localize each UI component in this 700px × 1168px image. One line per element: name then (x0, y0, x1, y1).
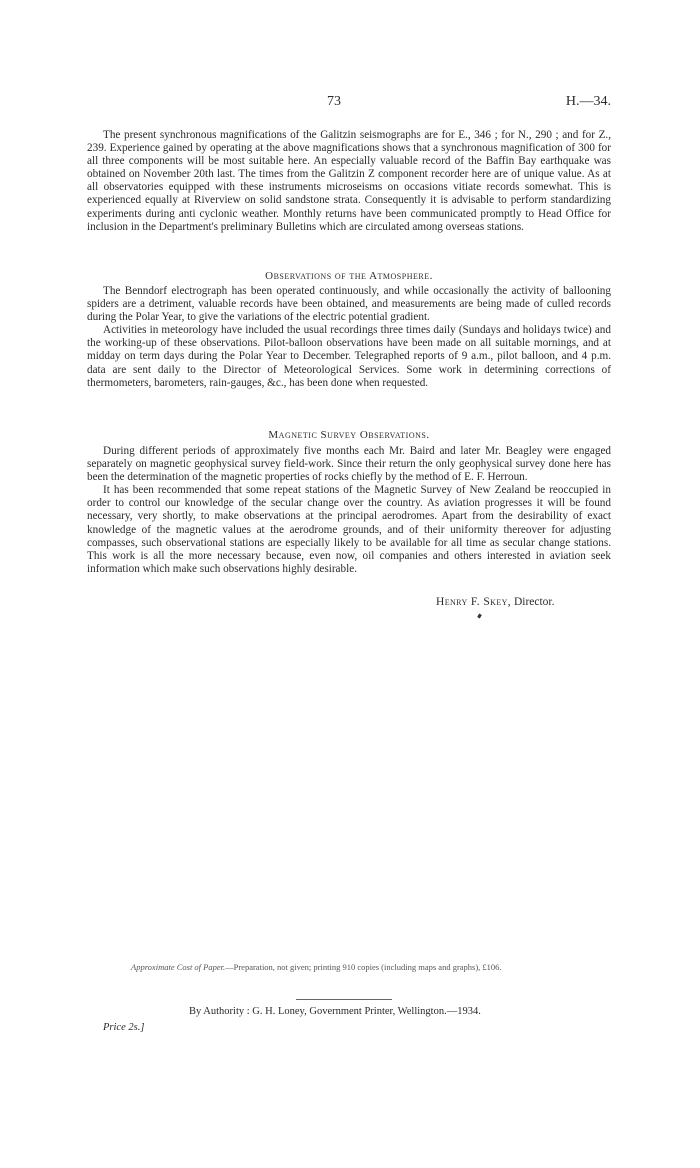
atmosphere-section (87, 285, 611, 390)
magnetic-paragraph-1: During different periods of approximately five months each Mr. Baird and later Mr. Beagley were engaged separately on magnetic geophysical survey field-work. Since their return the only geophysical survey done here has been the determination of the magnetic properties of rocks chiefly by the method of E. F. Herroun. (87, 445, 611, 484)
price: Price 2s.] (103, 1022, 145, 1033)
intro-paragraph: The present synchronous magnifications of the Galitzin seismographs are for E., 346 ; for N., 290 ; and for Z., 239. Experience gained by operating at the above magnifications shows that a synchronous magnification of 300 for all three components will be most suitable here. An especially valuable record of the Baffin Bay earthquake was obtained on November 20th last. The times from the Galitzin Z component recorder here are of unique value. As at all observatories equipped with these instruments microseisms on occasions vitiate records somewhat. This is experienced equally at Riverview on solid sandstone strata. Consequently it is advisable to perform standardizing experiments during anti cyclonic weather. Monthly returns have been communicated promptly to Head Office for inclusion in the Department's preliminary Bulletins which are circulated among overseas stations. (87, 129, 611, 233)
footer-rule (296, 999, 392, 1000)
cost-label: Approximate Cost of Paper. (131, 962, 226, 972)
magnetic-paragraph-2: It has been recommended that some repeat stations of the Magnetic Survey of New Zealand be reoccupied in order to control our knowledge of the secular change over the country. As aviation progresses it will be found necessary, very shortly, to make observations at the principal aerodromes. Apart from the desirability of exact knowledge of the magnetic values at the aerodrome grounds, and of their uniformity thereover for adjusting compasses, such observational stations are especially likely to be available for all time as secular change stations. This work is all the more necessary because, even now, oil companies and others interested in aviation seek information which make such observations highly desirable. (87, 484, 611, 575)
document-reference: H.—34. (565, 94, 611, 109)
magnetic-heading: Magnetic Survey Observations. (268, 429, 430, 441)
magnetic-section (87, 445, 611, 576)
atmosphere-paragraph-2: Activities in meteorology have included the usual recordings three times daily (Sundays and holidays twice) and the working-up of these observations. Pilot-balloon observations have been made on all suitable mornings, and at midday on term days during the Polar Year to December. Telegraphed reports of 9 a.m., pilot balloon, and 4 p.m. data are sent daily to the Director of Meteorological Services. Some work in determining corrections of thermometers, barometers, rain-gauges, &c., has been done when requested. (87, 324, 611, 389)
intro-section (87, 129, 611, 234)
printer-authority: By Authority : G. H. Loney, Government Printer, Wellington.—1934. (189, 1006, 481, 1017)
signature-name: Henry F. Skey, (436, 596, 512, 608)
atmosphere-paragraph-1: The Benndorf electrograph has been operated continuously, and while occasionally the activity of ballooning spiders are a detriment, valuable records have been obtained, and measurements are being made of culled records during the Polar Year, to give the variations of the electric potential gradient. (87, 285, 611, 324)
signature (436, 596, 555, 608)
cost-of-paper (131, 962, 502, 972)
cost-text: —Preparation, not given; printing 910 copies (including maps and graphs), £106. (225, 962, 502, 972)
page-header (0, 94, 700, 114)
signature-title: Director. (513, 596, 555, 608)
atmosphere-heading: Observations of the Atmosphere. (265, 270, 433, 282)
page-number: 73 (327, 94, 341, 109)
ink-mark (477, 614, 482, 619)
